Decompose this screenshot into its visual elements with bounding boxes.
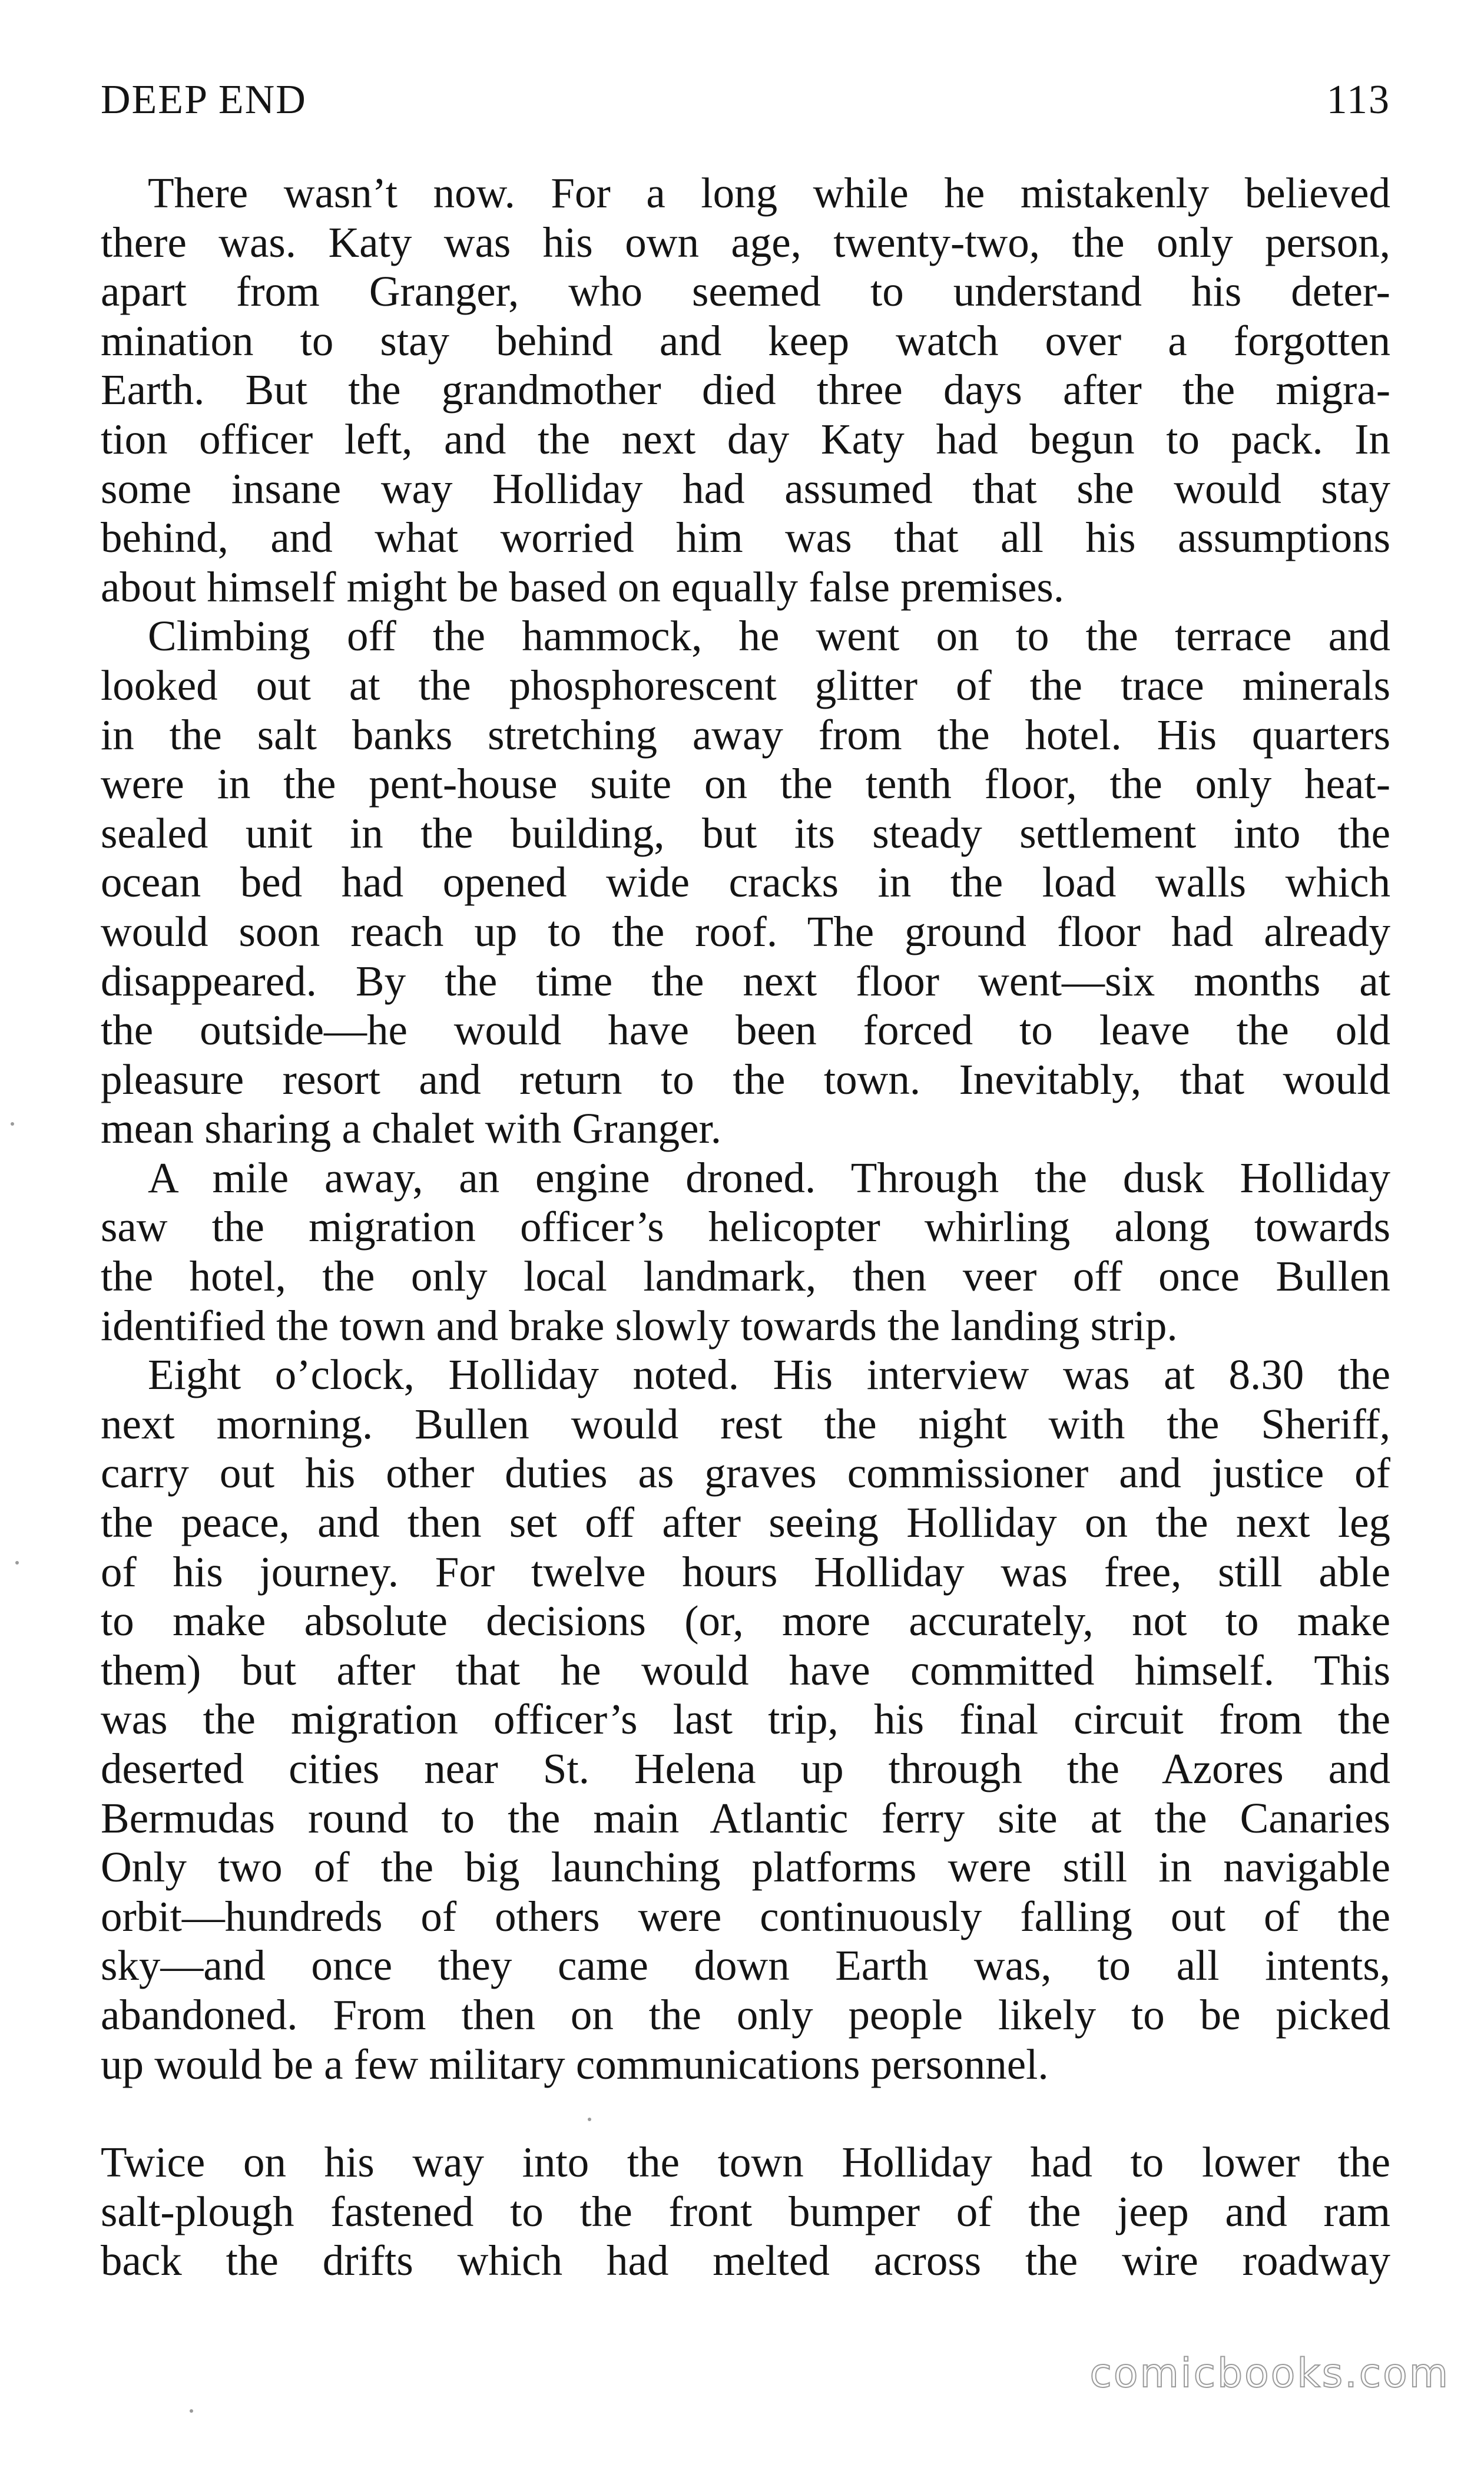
text-line: mination to stay behind and keep watch over a forgotten xyxy=(101,316,1390,365)
text-line: looked out at the phosphorescent glitter of the trace minerals xyxy=(101,661,1390,709)
text-line: was the migration officer’s last trip, his final circuit from the xyxy=(101,1695,1390,1744)
text-line: pleasure resort and return to the town. Inevitably, that would xyxy=(101,1055,1390,1103)
paragraph xyxy=(101,611,1390,1153)
body-text xyxy=(101,168,1390,2286)
text-line: orbit—hundreds of others were continuously falling out of the xyxy=(101,1892,1390,1940)
paragraph xyxy=(101,2138,1390,2286)
text-line: carry out his other duties as graves commissioner and justice of xyxy=(101,1449,1390,1497)
text-line: disappeared. By the time the next floor went—six months at xyxy=(101,957,1390,1005)
text-line: identified the town and brake slowly towards the landing strip. xyxy=(101,1301,1178,1350)
text-line: the hotel, the only local landmark, then veer off once Bullen xyxy=(101,1252,1390,1301)
text-line: Climbing off the hammock, he went on to the terrace and xyxy=(148,612,1390,660)
text-line: Only two of the big launching platforms were still in navigable xyxy=(101,1843,1390,1891)
text-line: There wasn’t now. For a long while he mistakenly believed xyxy=(148,169,1390,217)
running-title: DEEP END xyxy=(101,77,307,123)
text-line: the outside—he would have been forced to leave the old xyxy=(101,1006,1390,1054)
text-line: apart from Granger, who seemed to understand his deter- xyxy=(101,267,1390,316)
text-line: some insane way Holliday had assumed that she would stay xyxy=(101,464,1390,512)
text-line: in the salt banks stretching away from the hotel. His quarters xyxy=(101,710,1390,759)
text-line: the peace, and then set off after seeing Holliday on the next leg xyxy=(101,1499,1390,1547)
text-line: mean sharing a chalet with Granger. xyxy=(101,1104,722,1153)
text-line: ocean bed had opened wide cracks in the load walls which xyxy=(101,858,1390,907)
section-break xyxy=(101,2089,1390,2138)
text-line: Eight o’clock, Holliday noted. His interview was at 8.30 the xyxy=(148,1351,1390,1399)
page-number: 113 xyxy=(1326,77,1390,123)
text-line: sky—and once they came down Earth was, to all intents, xyxy=(101,1942,1390,1990)
text-line: deserted cities near St. Helena up through the Azores and xyxy=(101,1745,1390,1792)
text-line: Twice on his way into the town Holliday had to lower the xyxy=(101,2138,1390,2187)
text-line: Bermudas round to the main Atlantic ferry site at the Canaries xyxy=(101,1794,1390,1842)
paragraph xyxy=(101,1153,1390,1350)
running-head xyxy=(101,71,1390,130)
paper-speck xyxy=(190,2409,193,2413)
text-line: about himself might be based on equally false premises. xyxy=(101,563,1065,611)
text-line: up would be a few military communications personnel. xyxy=(101,2040,1049,2088)
text-line: behind, and what worried him was that all his assumptions xyxy=(101,514,1390,562)
text-line: abandoned. From then on the only people likely to be picked xyxy=(101,1990,1390,2039)
text-line: Earth. But the grandmother died three days after the migra- xyxy=(101,366,1390,414)
text-line: there was. Katy was his own age, twenty-two, the only person, xyxy=(101,218,1390,266)
text-line: would soon reach up to the roof. The ground floor had already xyxy=(101,907,1390,955)
text-line: salt-plough fastened to the front bumper of the jeep and ram xyxy=(101,2187,1390,2235)
text-line: next morning. Bullen would rest the night with the Sheriff, xyxy=(101,1400,1390,1448)
paper-speck xyxy=(588,2118,591,2121)
text-line: back the drifts which had melted across the wire roadway xyxy=(101,2237,1390,2285)
text-line: tion officer left, and the next day Katy had begun to pack. In xyxy=(101,415,1390,463)
text-line: sealed unit in the building, but its steady settlement into the xyxy=(101,809,1390,857)
text-line: them) but after that he would have committed himself. This xyxy=(101,1646,1390,1694)
paper-speck xyxy=(15,1561,19,1565)
text-line: to make absolute decisions (or, more accurately, not to make xyxy=(101,1597,1390,1645)
text-line: A mile away, an engine droned. Through the dusk Holliday xyxy=(148,1153,1390,1202)
paper-speck xyxy=(11,1122,14,1126)
text-line: were in the pent-house suite on the tenth floor, the only heat- xyxy=(101,760,1390,808)
text-line: of his journey. For twelve hours Holliday was free, still able xyxy=(101,1547,1390,1596)
text-line: saw the migration officer’s helicopter whirling along towards xyxy=(101,1203,1390,1251)
watermark: comicbooks.com xyxy=(1089,2350,1450,2397)
paragraph xyxy=(101,1350,1390,2089)
paragraph xyxy=(101,168,1390,611)
